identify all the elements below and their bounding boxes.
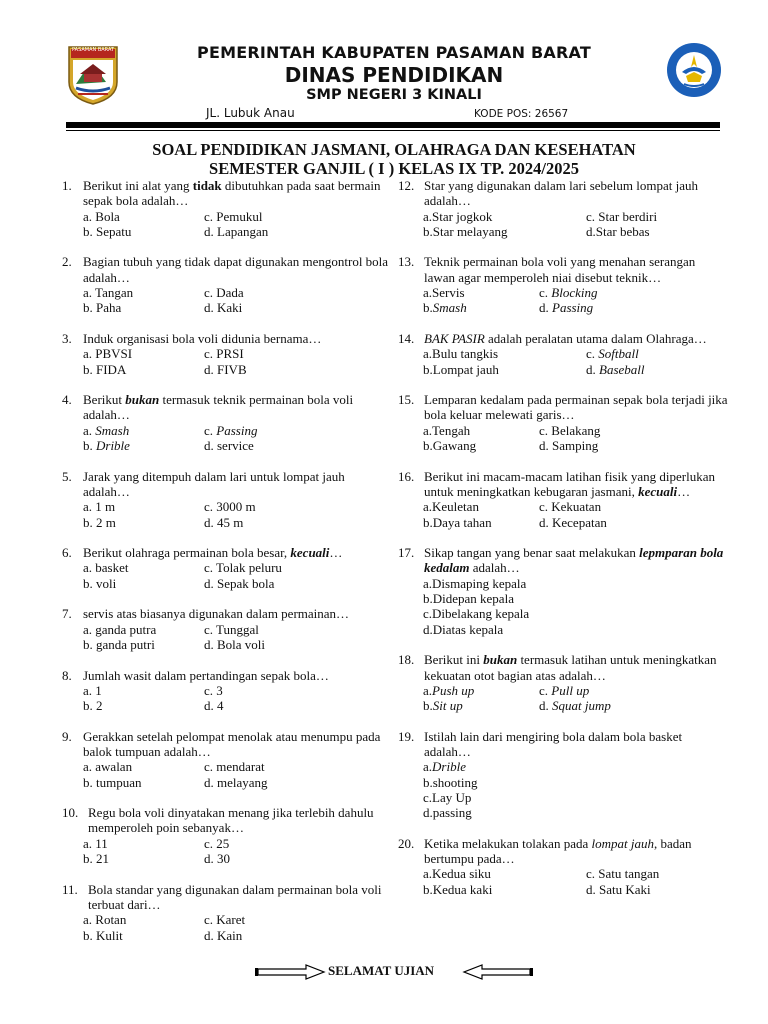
answer-option: b.Daya tahan (423, 514, 492, 530)
option-row (62, 928, 392, 943)
option-row (398, 346, 728, 361)
answer-option: c. Pemukul (204, 208, 263, 224)
option-row (398, 423, 728, 438)
answer-option: d. Bola voli (204, 636, 266, 652)
answer-option: a.Dismaping kepala (423, 575, 527, 591)
question-number: 6. (62, 545, 72, 561)
footer-banner (254, 962, 534, 982)
answer-option: d. Baseball (586, 361, 645, 377)
answer-option: a. Rotan (83, 912, 127, 928)
answer-option: d. Satu Kaki (586, 881, 651, 897)
answer-option: b. Kulit (83, 927, 123, 943)
question-number: 9. (62, 728, 72, 744)
option-row (62, 622, 392, 637)
letterhead (0, 0, 768, 140)
option-row (62, 423, 392, 438)
answer-option: d. service (204, 438, 254, 454)
answer-option: a.Tengah (423, 422, 471, 438)
answer-option: c. Blocking (539, 285, 598, 301)
answer-option: d. melayang (204, 774, 268, 790)
question-stem: Berikut ini alat yang tidak dibutuhkan pada saat bermain sepak bola adalah… (83, 178, 381, 209)
option-row (398, 882, 728, 897)
option-row (62, 560, 392, 575)
question-4 (62, 392, 392, 453)
answer-option: c. Satu tangan (586, 866, 660, 882)
answer-option: c.Dibelakang kepala (423, 606, 530, 622)
answer-option: c. Pull up (539, 682, 590, 698)
answer-option: b. FIDA (83, 361, 127, 377)
question-1 (62, 178, 392, 239)
answer-option: c. Softball (586, 346, 639, 362)
answer-option: b.Star melayang (423, 223, 508, 239)
question-16 (398, 469, 728, 530)
answer-option: c.Lay Up (423, 789, 472, 805)
question-stem: Gerakkan setelah pelompat menolak atau menumpu pada balok tumpuan adalah… (83, 728, 381, 759)
question-stem: Star yang digunakan dalam lari sebelum lompat jauh adalah… (424, 178, 699, 209)
question-stem: Bagian tubuh yang tidak dapat digunakan mengontrol bola adalah… (83, 254, 389, 285)
question-stem: BAK PASIR adalah peralatan utama dalam Olahraga… (424, 330, 707, 346)
option-row (398, 224, 728, 239)
option-row (62, 576, 392, 591)
answer-option: c. Passing (204, 422, 258, 438)
question-number: 16. (398, 468, 415, 484)
question-18 (398, 652, 728, 713)
answer-option: d.Diatas kepala (423, 621, 504, 637)
option-row (398, 515, 728, 530)
answer-option: c. 3 (204, 682, 223, 698)
question-number: 5. (62, 468, 72, 484)
question-2 (62, 254, 392, 315)
answer-option: a. 1 m (83, 499, 116, 515)
header-postcode: KODE POS: 26567 (474, 108, 569, 120)
exam-title: SOAL PENDIDIKAN JASMANI, OLAHRAGA DAN KESEHATAN (152, 140, 636, 159)
answer-option: c. Karet (204, 912, 246, 928)
question-10 (62, 805, 392, 866)
question-number: 4. (62, 392, 72, 408)
question-6 (62, 545, 392, 591)
answer-option: b.Didepan kepala (423, 591, 514, 607)
question-number: 19. (398, 728, 415, 744)
answer-option: d. FIVB (204, 361, 247, 377)
question-stem: servis atas biasanya digunakan dalam permainan… (83, 606, 350, 622)
header-thin-rule (66, 130, 720, 131)
question-stem: Berikut bukan termasuk teknik permainan bola voli adalah… (83, 392, 354, 423)
option-row (62, 759, 392, 774)
answer-option: d.Star bebas (586, 223, 650, 239)
answer-option: c. Tunggal (204, 621, 259, 637)
answer-option: a.Servis (423, 285, 465, 301)
answer-option: b.Kedua kaki (423, 881, 493, 897)
answer-option: a. 1 (83, 682, 102, 698)
header-school: SMP NEGERI 3 KINALI (306, 87, 482, 103)
question-12 (398, 178, 728, 239)
answer-option: a.Keuletan (423, 499, 479, 515)
answer-option: d. Samping (539, 438, 599, 454)
question-stem: Regu bola voli dinyatakan menang jika terlebih dahulu memperoleh poin sebanyak… (88, 805, 374, 836)
left-logo-caption: PASAMAN BARAT (71, 47, 115, 53)
question-number: 11. (62, 881, 78, 897)
option-row (62, 499, 392, 514)
header-thick-rule (66, 122, 720, 128)
answer-option: d. Lapangan (204, 223, 269, 239)
answer-option: a.Star jogkok (423, 208, 493, 224)
answer-option: c. Tolak peluru (204, 560, 282, 576)
answer-option: c. 25 (204, 835, 230, 851)
question-stem: Ketika melakukan tolakan pada lompat jauh, badan bertumpu pada… (424, 835, 692, 867)
question-15 (398, 392, 728, 453)
question-number: 15. (398, 392, 415, 408)
question-stem: Berikut ini bukan termasuk latihan untuk meningkatkan kekuatan otot bagian atas adalah… (424, 652, 717, 683)
question-13 (398, 254, 728, 315)
answer-option: b.Smash (423, 300, 467, 316)
option-row (62, 209, 392, 224)
option-row (62, 285, 392, 300)
answer-option: c. Dada (204, 285, 244, 301)
answer-option: a.Kedua siku (423, 866, 491, 882)
answer-option: a.Drible (423, 759, 466, 775)
question-number: 20. (398, 835, 415, 851)
option-row (62, 775, 392, 790)
answer-option: b.shooting (423, 774, 478, 790)
option-row (62, 300, 392, 315)
option-row (398, 362, 728, 377)
question-number: 8. (62, 667, 72, 683)
option-row (62, 683, 392, 698)
question-14 (398, 331, 728, 377)
question-11 (62, 882, 392, 943)
question-stem: Jumlah wasit dalam pertandingan sepak bola… (83, 667, 329, 683)
question-number: 17. (398, 545, 415, 561)
option-row (62, 438, 392, 453)
option-row (62, 224, 392, 239)
question-stem: Sikap tangan yang benar saat melakukan lepmparan bola kedalam adalah… (424, 545, 724, 576)
answer-option: b. Drible (83, 438, 130, 454)
option-row (398, 683, 728, 698)
option-row (62, 836, 392, 851)
question-stem: Lemparan kedalam pada permainan sepak bola terjadi jika bola keluar melewati garis… (424, 392, 728, 423)
answer-option: a. basket (83, 560, 129, 576)
answer-option: d. Kaki (204, 300, 243, 316)
question-stem: Berikut olahraga permainan bola besar, kecuali… (83, 545, 343, 561)
question-number: 12. (398, 178, 415, 193)
footer-text: SELAMAT UJIAN (328, 963, 435, 978)
answer-option: d.passing (423, 805, 472, 821)
question-17 (398, 545, 728, 637)
answer-option: b. 21 (83, 851, 109, 867)
answer-option: c. Kekuatan (539, 499, 602, 515)
answer-option: d. Passing (539, 300, 594, 316)
question-5 (62, 469, 392, 530)
answer-option: a. Bola (83, 208, 120, 224)
question-19 (398, 729, 728, 821)
option-row (398, 499, 728, 514)
question-7 (62, 606, 392, 652)
question-20 (398, 836, 728, 897)
answer-option: b. 2 m (83, 514, 116, 530)
question-stem: Berikut ini macam-macam latihan fisik yang diperlukan untuk meningkatkan kebugaran jasmani, kecuali… (424, 468, 715, 499)
option-row (62, 362, 392, 377)
answer-option: b. voli (83, 575, 117, 591)
answer-option: a. Tangan (83, 285, 134, 301)
answer-option: c. 3000 m (204, 499, 256, 515)
option-row (62, 346, 392, 361)
question-stem: Teknik permainan bola voli yang menahan serangan lawan agar memperoleh niai disebut teknik… (424, 254, 696, 285)
header-department: DINAS PENDIDIKAN (284, 63, 504, 87)
option-row (62, 637, 392, 652)
option-row (62, 698, 392, 713)
answer-option: d. Kecepatan (539, 514, 607, 530)
option-row (398, 866, 728, 881)
option-row (398, 300, 728, 315)
answer-option: b. 2 (83, 698, 103, 714)
header-government: PEMERINTAH KABUPATEN PASAMAN BARAT (197, 43, 591, 62)
answer-option: d. 4 (204, 698, 224, 714)
questions-column-right (398, 178, 728, 897)
answer-option: c. Belakang (539, 422, 601, 438)
question-9 (62, 729, 392, 790)
question-stem: Induk organisasi bola voli didunia bernama… (83, 330, 322, 346)
question-8 (62, 668, 392, 714)
answer-option: a.Push up (423, 682, 475, 698)
answer-option: b. tumpuan (83, 774, 142, 790)
exam-subtitle: SEMESTER GANJIL ( I ) KELAS IX TP. 2024/2025 (209, 159, 579, 178)
answer-option: a.Bulu tangkis (423, 346, 499, 362)
answer-option: a. Smash (83, 422, 130, 438)
questions-column-left (62, 178, 392, 943)
answer-option: d. Squat jump (539, 698, 611, 714)
option-row (62, 851, 392, 866)
question-number: 14. (398, 330, 415, 346)
answer-option: b. ganda putri (83, 636, 155, 652)
question-number: 2. (62, 254, 72, 270)
header-address: JL. Lubuk Anau (206, 106, 295, 120)
question-stem: Jarak yang ditempuh dalam lari untuk lompat jauh adalah… (83, 468, 345, 499)
question-number: 18. (398, 652, 415, 668)
answer-option: b.Gawang (423, 438, 477, 454)
answer-option: a. awalan (83, 759, 133, 775)
question-number: 13. (398, 254, 415, 270)
question-number: 10. (62, 805, 79, 821)
question-number: 3. (62, 330, 72, 346)
answer-option: c. PRSI (204, 346, 244, 362)
option-row (398, 285, 728, 300)
answer-option: c. mendarat (204, 759, 265, 775)
answer-option: b. Sepatu (83, 223, 132, 239)
answer-option: b. Paha (83, 300, 122, 316)
question-stem: Istilah lain dari mengiring bola dalam bola basket adalah… (424, 728, 683, 759)
answer-option: d. Kain (204, 927, 243, 943)
answer-option: a. ganda putra (83, 621, 157, 637)
option-row (398, 438, 728, 453)
option-row (398, 698, 728, 713)
question-number: 1. (62, 178, 72, 193)
answer-option: a. PBVSI (83, 346, 133, 362)
answer-option: b.Sit up (423, 698, 463, 714)
option-row (62, 912, 392, 927)
answer-option: d. 45 m (204, 514, 244, 530)
option-row (62, 515, 392, 530)
answer-option: c. Star berdiri (586, 208, 658, 224)
answer-option: b.Lompat jauh (423, 361, 499, 377)
question-number: 7. (62, 606, 72, 622)
answer-option: d. Sepak bola (204, 575, 275, 591)
question-3 (62, 331, 392, 377)
question-stem: Bola standar yang digunakan dalam permainan bola voli terbuat dari… (88, 881, 382, 912)
answer-option: a. 11 (83, 835, 108, 851)
option-row (398, 209, 728, 224)
answer-option: d. 30 (204, 851, 230, 867)
